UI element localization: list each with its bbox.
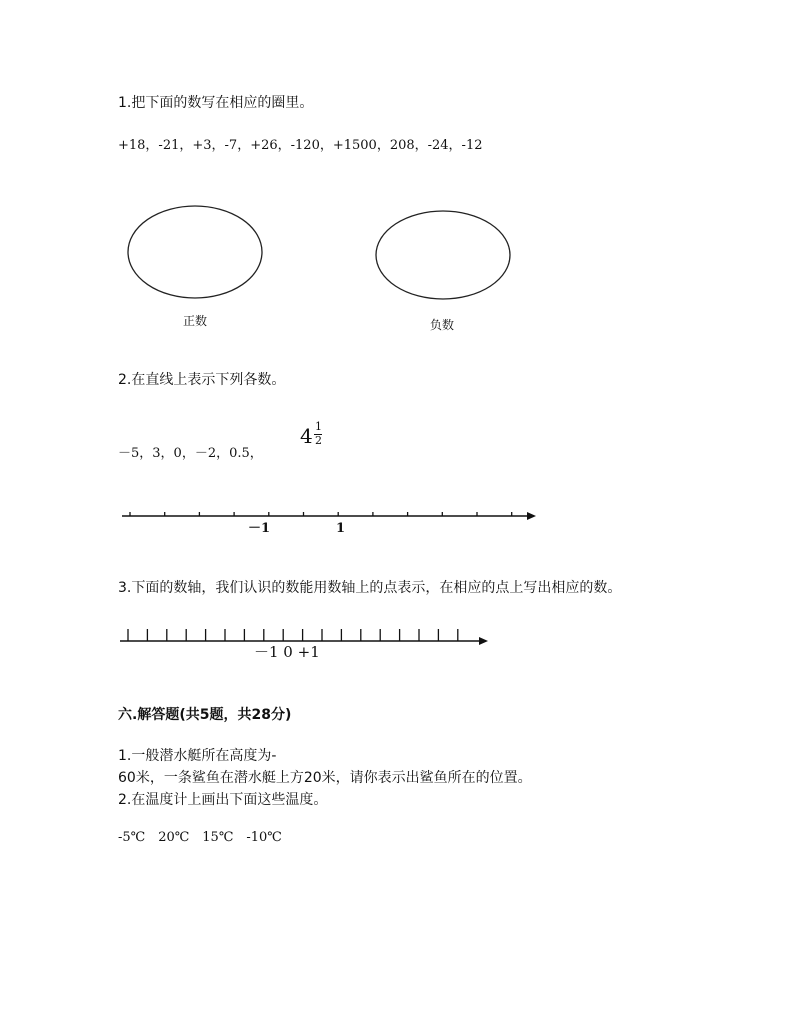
a2-temps: -5℃ 20℃ 15℃ -10℃	[118, 830, 282, 845]
mixed-numerator: 1	[315, 420, 322, 433]
mixed-whole: 4	[300, 424, 313, 448]
number-line-q2	[122, 512, 536, 520]
positive-label: 正数	[183, 314, 208, 328]
a1-line1: 1.一般潜水艇所在高度为-	[118, 748, 277, 764]
q2-title: 2.在直线上表示下列各数。	[118, 372, 286, 388]
mixed-denominator: 2	[315, 434, 322, 447]
q3-axis-labels: －1 0 +1	[254, 643, 320, 661]
axis-label-one: 1	[336, 521, 346, 536]
q1-title: 1.把下面的数写在相应的圈里。	[118, 95, 314, 111]
negative-label: 负数	[430, 318, 455, 332]
q2-numbers: －5，3，0，－2，0.5，	[118, 446, 263, 461]
q3-title: 3.下面的数轴，我们认识的数能用数轴上的点表示，在相应的点上写出相应的数。	[118, 580, 622, 596]
a1-line2: 60米，一条鲨鱼在潜水艇上方20米，请你表示出鲨鱼所在的位置。	[118, 770, 532, 786]
a2-title: 2.在温度计上画出下面这些温度。	[118, 792, 328, 808]
axis-label-neg-one: －1	[248, 521, 271, 536]
negative-circle	[376, 211, 510, 299]
positive-circle	[128, 206, 262, 298]
mixed-number	[300, 420, 322, 448]
section-heading: 六.解答题(共5题，共28分)	[118, 707, 292, 723]
q1-numbers: +18，-21，+3，-7，+26，-120，+1500，208，-24，-12	[118, 138, 483, 153]
